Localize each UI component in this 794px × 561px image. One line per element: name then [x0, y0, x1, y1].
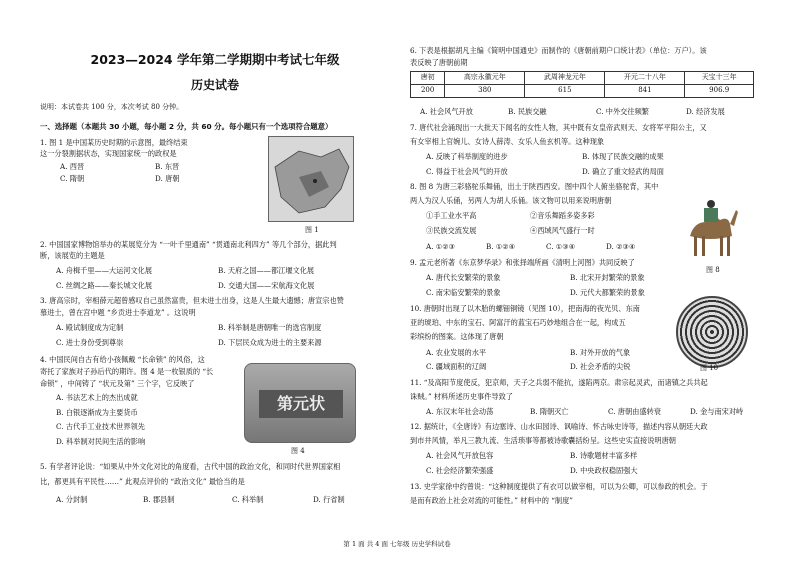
- q8-option-c: C. ①③④: [546, 242, 576, 251]
- q2-stem-line2: 断，该展览的主题是: [40, 251, 105, 260]
- q1-option-b: B. 东晋: [155, 162, 180, 171]
- q12-option-a: A. 社会风气开放包容: [426, 451, 494, 460]
- q2-option-a: A. 舟楫千里——大运河文化展: [56, 266, 153, 275]
- q8-statement-1: ①手工业水平高: [426, 211, 477, 220]
- table-header-cell: 唐初: [411, 72, 445, 85]
- q2-stem-line1: 2. 中国国家博物馆举办的某展览分为 “一叶千里通南” “贯通南北利四方” 等几个部分，据此判: [40, 240, 337, 249]
- q7-option-c: C. 得益于社会风气的开放: [426, 167, 508, 176]
- table-header-cell: 武周神龙元年: [525, 72, 605, 85]
- exam-note: 说明：本试卷共 100 分，本次考试 80 分钟。: [40, 103, 184, 111]
- q3-stem-line1: 3. 唐高宗时，宰相薛元超曾感叹自己虽然富贵，但未进士出身，这是人生最大遗憾；唐宣宗也赞: [40, 296, 344, 305]
- q4-stem-line3: 命锁” ，中间铸了 “状元及第” 三个字，它反映了: [40, 379, 195, 388]
- map-icon: [269, 137, 353, 221]
- table-cell: 615: [525, 85, 605, 98]
- q6-option-a: A. 社会风气开放: [420, 107, 473, 116]
- q3-option-c: C. 进士身份受到尊崇: [56, 338, 124, 347]
- page-footer: 第 1 面 共 4 面 七年级 历史学科试卷: [343, 540, 451, 548]
- q9-option-c: C. 南宋临安繁荣的景象: [426, 288, 501, 297]
- q10-option-a: A. 农业发展的水平: [426, 348, 487, 357]
- q5-option-a: A. 分封制: [56, 495, 88, 504]
- fig8-caption: 图 8: [706, 266, 720, 274]
- q11-option-c: C. 唐朝由盛转衰: [608, 407, 661, 416]
- table-cell: 841: [605, 85, 685, 98]
- q9-option-a: A. 唐代长安繁荣的景象: [426, 273, 501, 282]
- q10-stem-line2: 亚的琥珀、中东的宝石、阿富汗的蓝宝石巧妙地组合在一起，构成五: [410, 318, 626, 327]
- q6-option-c: C. 中外交往频繁: [596, 107, 649, 116]
- q9-option-b: B. 北宋开封繁荣的景象: [570, 273, 645, 282]
- q11-option-a: A. 东汉末年社会动荡: [426, 407, 494, 416]
- q11-option-b: B. 隋朝灭亡: [530, 407, 569, 416]
- q12-stem-line1: 12. 据统计，《全唐诗》有边塞诗、山水田园诗、讽喻诗、怀古咏史诗等，描述内容从朝廷大政: [410, 422, 708, 431]
- fig4-longevity-lock: [244, 363, 356, 443]
- lock-inscription: 第元状: [259, 390, 343, 418]
- table-cell: 380: [445, 85, 525, 98]
- q2-option-c: C. 丝绸之路——秦长城文化展: [56, 281, 153, 290]
- fig10-bronze-mirror: [676, 296, 748, 368]
- q8-option-d: D. ②③④: [606, 242, 636, 251]
- exam-title: 2023—2024 学年第二学期期中考试七年级: [90, 52, 340, 67]
- fig4-caption: 图 4: [291, 447, 305, 455]
- q13-stem-line1: 13. 史学家徐中约曾说：“这种制度提供了有衣可以做宰相，可以为公卿，可以参政的机会。于: [410, 482, 708, 491]
- q5-option-b: B. 郡县制: [143, 495, 175, 504]
- q8-stem-line1: 8. 图 8 为唐三彩骆驼乐舞俑，出土于陕西西安。图中四个人俯坐骆驼背，其中: [410, 182, 659, 191]
- table-row: [411, 85, 754, 98]
- q13-stem-line2: 是而有政治上社会对流的可能性。” 材料中的 “制度”: [410, 496, 573, 505]
- q9-option-d: D. 元代大都繁荣的景象: [570, 288, 645, 297]
- q7-stem-line1: 7. 唐代社会涌现出一大批天下闻名的女性人物，其中既有女皇帝武则天、女将军平阳公主，又: [410, 123, 707, 132]
- q7-option-d: D. 确立了重文轻武的局面: [582, 167, 664, 176]
- q8-option-a: A. ①②③: [426, 242, 456, 251]
- q5-option-c: C. 科举制: [232, 495, 264, 504]
- q11-stem-line2: 诛贼。” 材料所述历史事件导致了: [410, 392, 513, 401]
- q5-option-d: D. 行省制: [313, 495, 345, 504]
- q9-stem: 9. 孟元老所著《东京梦华录》和张择端所画《清明上河图》共同反映了: [410, 258, 635, 267]
- exam-subtitle: 历史试卷: [190, 78, 239, 92]
- population-table: [410, 71, 754, 98]
- q10-stem-line1: 10. 唐朝时出现了以木胎的螺钿铜镜（见图 10），把南海的夜光贝、东南: [410, 304, 640, 313]
- fig1-caption: 图 1: [305, 226, 319, 234]
- q2-option-d: D. 交通大国——宋航海文化展: [218, 281, 315, 290]
- q12-option-c: C. 社会经济繁荣强盛: [426, 466, 494, 475]
- fig10-caption: 图 10: [700, 364, 719, 372]
- q8-statement-4: ④西域风气盛行一时: [530, 226, 595, 235]
- fig1-map: [268, 136, 354, 222]
- q12-option-d: D. 中央政权稳固强大: [570, 466, 638, 475]
- q3-stem-line2: 慕进士，曾在宫中题 “乡贡进士李道龙” 。这说明: [40, 308, 196, 317]
- q5-stem-line2: 比，都更具有平民性……” 此观点评价的 “政治文化” 最恰当的是: [40, 477, 245, 486]
- q4-option-a: A. 书法艺术上的杰出成就: [56, 393, 138, 402]
- q3-option-b: B. 科举制是唐朝唯一的选官制度: [218, 323, 322, 332]
- q8-statement-3: ③民族交流发展: [426, 226, 477, 235]
- table-cell: 200: [411, 85, 445, 98]
- q1-option-c: C. 隋朝: [60, 174, 85, 183]
- table-header-cell: 天宝十三年: [685, 72, 754, 85]
- q4-option-b: B. 白银逐渐成为主要货币: [56, 408, 138, 417]
- q7-option-b: B. 体现了民族交融的成果: [582, 152, 664, 161]
- table-header-cell: 高宗永徽元年: [445, 72, 525, 85]
- q4-option-c: C. 古代手工业技术世界领先: [56, 422, 145, 431]
- q5-stem-line1: 5. 有学者评论说：“如果从中外文化对比的角度看，古代中国的政治文化，和同时代世界国家相: [40, 462, 341, 471]
- q4-stem-line2: 寄托了家族对子孙后代的期许。图 4 是一枚银质的 “长: [40, 367, 214, 376]
- q11-stem-line1: 11. “及高阳节度使反，犯京师，天子之兵弱不能抗，遂陷两京。肃宗起灵武，而诸镇之兵共起: [410, 378, 708, 387]
- q4-option-d: D. 科举制对民间生活的影响: [56, 437, 146, 446]
- q10-option-c: C. 疆域面积的辽阔: [426, 362, 487, 371]
- q1-stem-line2: 这一分裂割据状态，实现国家统一的政权是: [40, 149, 177, 158]
- table-header-cell: 开元二十八年: [605, 72, 685, 85]
- fig8-camel-figurine: [680, 196, 740, 260]
- q10-stem-line3: 彩缤纷的图案。这体现了唐朝: [410, 332, 504, 341]
- q1-option-a: A. 西晋: [60, 162, 85, 171]
- q7-stem-line2: 有女宰相上官婉儿、女诗人薛涛、女乐人鱼玄机等。这种现象: [410, 137, 605, 146]
- camel-icon: [680, 196, 740, 260]
- q10-option-b: B. 对外开放的气象: [570, 348, 631, 357]
- q2-option-b: B. 天府之国——都江堰文化展: [218, 266, 315, 275]
- q1-option-d: D. 唐朝: [155, 174, 180, 183]
- q8-stem-line2: 两人为汉人乐俑，另两人为胡人乐俑。该文物可以用来说明唐朝: [410, 196, 612, 205]
- q6-stem-line1: 6. 下表是根据胡凡主编《简明中国通史》而制作的《唐朝前期户口统计表》（单位：万户）。该: [410, 46, 707, 55]
- q3-option-d: D. 下层民众成为进士的主要来源: [218, 338, 322, 347]
- q3-option-a: A. 殿试制度成为定制: [56, 323, 124, 332]
- q7-option-a: A. 反映了科举制度的进步: [426, 152, 508, 161]
- q6-option-d: D. 经济发展: [686, 107, 725, 116]
- q1-stem-line1: 1. 图 1 是中国某历史时期的示意图，最终结束: [40, 138, 188, 147]
- q4-stem-line1: 4. 中国民间自古有给小孩佩戴 “长命锁” 的风俗，这: [40, 355, 205, 364]
- q12-option-b: B. 诗歌题材丰富多样: [570, 451, 638, 460]
- table-cell: 906.9: [685, 85, 754, 98]
- q6-option-b: B. 民族交融: [508, 107, 547, 116]
- q8-statement-2: ②音乐舞蹈多姿多彩: [530, 211, 595, 220]
- section-heading: 一、选择题（本题共 30 小题，每小题 2 分，共 60 分。每小题只有一个选项符合题意）: [40, 122, 333, 131]
- q6-stem-line2: 表反映了唐朝前期: [410, 58, 468, 67]
- q12-stem-line2: 到市井风情，举凡三教九流、生活琐事等都被诗歌囊括纷呈。这些史实直接说明唐朝: [410, 436, 676, 445]
- q8-option-b: B. ①②④: [486, 242, 516, 251]
- table-header-row: [411, 72, 754, 85]
- q10-option-d: D. 社会矛盾的尖锐: [570, 362, 631, 371]
- q11-option-d: D. 金与南宋对峙: [690, 407, 744, 416]
